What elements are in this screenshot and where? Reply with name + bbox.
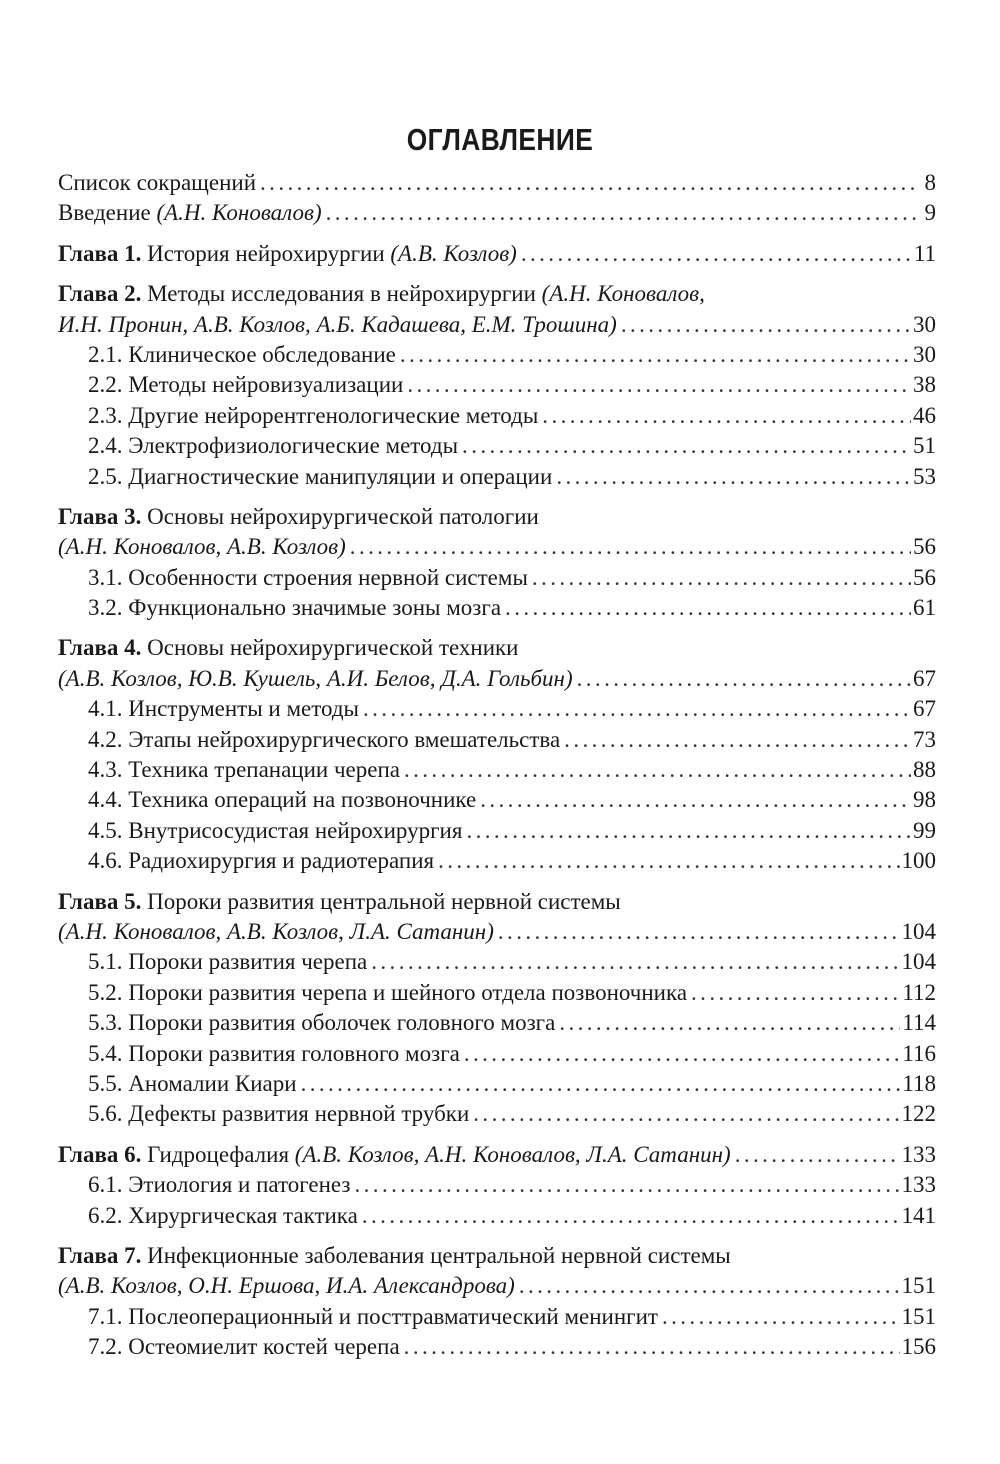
dot-leader (532, 563, 911, 593)
dot-leader (350, 532, 911, 562)
toc-section[interactable] (58, 370, 936, 400)
page-number: 30 (913, 311, 936, 337)
toc-section[interactable] (58, 785, 936, 815)
entry-text: 5.4. Пороки развития головного мозга (88, 1040, 460, 1066)
page-number: 104 (901, 918, 936, 944)
page-number: 11 (913, 240, 936, 266)
page-number: 151 (901, 1273, 936, 1299)
toc-chapter[interactable] (58, 887, 936, 917)
toc-section[interactable] (58, 816, 936, 846)
entry-text: 3.1. Особенности строения нервной системы (88, 564, 528, 590)
page-number: 151 (901, 1303, 936, 1329)
toc-chapter[interactable] (58, 633, 936, 663)
toc-section[interactable] (58, 846, 936, 876)
toc-section[interactable] (58, 401, 936, 431)
chapter-label: Глава 1. (58, 240, 142, 266)
dot-leader (404, 755, 911, 785)
page-number: 104 (901, 949, 936, 975)
entry-text: 5.5. Аномалии Киари (88, 1070, 297, 1096)
toc-chapter-continued[interactable] (58, 917, 936, 947)
entry-text: 4.2. Этапы нейрохирургического вмешательства (88, 726, 561, 752)
dot-leader (404, 1332, 900, 1362)
dot-leader (260, 168, 916, 198)
table-of-contents (58, 168, 936, 1362)
toc-section[interactable] (58, 340, 936, 370)
page-number: 156 (901, 1334, 936, 1360)
page-number: 99 (913, 817, 936, 843)
page-number: 133 (901, 1172, 936, 1198)
entry-text: Основы нейрохирургической патологии (147, 503, 539, 529)
page-number: 56 (913, 534, 936, 560)
toc-section[interactable] (58, 947, 936, 977)
toc-chapter-continued[interactable] (58, 1271, 936, 1301)
page-number: 38 (913, 372, 936, 398)
page-number: 30 (913, 341, 936, 367)
toc-section[interactable] (58, 725, 936, 755)
page-number: 46 (913, 402, 936, 428)
dot-leader (542, 401, 911, 431)
toc-chapter-continued[interactable] (58, 532, 936, 562)
entry-text: 2.2. Методы нейровизуализации (88, 372, 404, 398)
dot-leader (438, 846, 899, 876)
toc-section[interactable] (58, 978, 936, 1008)
entry-text: 6.2. Хирургическая тактика (88, 1202, 358, 1228)
entry-text: Методы исследования в нейрохирургии (147, 281, 536, 307)
dot-leader (355, 1170, 900, 1200)
dot-leader (521, 239, 912, 269)
page-number: 133 (901, 1141, 936, 1167)
dot-leader (480, 785, 911, 815)
dot-leader (498, 917, 900, 947)
page-number: 67 (913, 696, 936, 722)
toc-chapter[interactable] (58, 1140, 936, 1170)
dot-leader (519, 1271, 900, 1301)
entry-text: Пороки развития центральной нервной системы (147, 888, 621, 914)
dot-leader (621, 310, 911, 340)
dot-leader (301, 1069, 901, 1099)
chapter-label: Глава 7. (58, 1242, 142, 1268)
toc-section[interactable] (58, 593, 936, 623)
toc-entry[interactable] (58, 168, 936, 198)
entry-text: 4.6. Радиохирургия и радиотерапия (88, 848, 435, 874)
entry-text: Введение (58, 200, 151, 226)
entry-text: 5.1. Пороки развития черепа (88, 949, 368, 975)
dot-leader (363, 694, 911, 724)
toc-section[interactable] (58, 462, 936, 492)
page-number: 100 (901, 848, 936, 874)
toc-section[interactable] (58, 563, 936, 593)
page-number: 122 (901, 1101, 936, 1127)
entry-authors: (А.В. Козлов, А.Н. Коновалов, Л.А. Сатанин) (294, 1141, 731, 1167)
chapter-label: Глава 3. (58, 503, 142, 529)
page-title: ОГЛАВЛЕНИЕ (406, 122, 594, 157)
entry-text: 4.4. Техника операций на позвоночнике (88, 787, 477, 813)
page-number: 118 (902, 1070, 936, 1096)
dot-leader (556, 462, 911, 492)
dot-leader (505, 593, 911, 623)
toc-chapter[interactable] (58, 239, 936, 269)
page-number: 53 (913, 463, 936, 489)
dot-leader (407, 370, 911, 400)
entry-text: 3.2. Функционально значимые зоны мозга (88, 595, 502, 621)
page-number: 56 (913, 564, 936, 590)
entry-authors: (А.В. Козлов, Ю.В. Кушель, А.И. Белов, Д.А. Гольбин) (58, 665, 573, 691)
chapter-label: Глава 2. (58, 281, 142, 307)
toc-section[interactable] (58, 694, 936, 724)
dot-leader (362, 1201, 900, 1231)
dot-leader (564, 725, 911, 755)
toc-chapter[interactable] (58, 502, 936, 532)
entry-text: 5.3. Пороки развития оболочек головного мозга (88, 1010, 556, 1036)
page-number: 67 (913, 665, 936, 691)
page-number: 114 (902, 1010, 936, 1036)
dot-leader (559, 1008, 900, 1038)
toc-chapter-continued[interactable] (58, 664, 936, 694)
entry-text: 2.1. Клиническое обследование (88, 341, 396, 367)
entry-text: 4.5. Внутрисосудистая нейрохирургия (88, 817, 463, 843)
toc-chapter-continued[interactable] (58, 310, 936, 340)
entry-text: 7.1. Послеоперационный и посттравматический менингит (88, 1303, 658, 1329)
dot-leader (466, 816, 911, 846)
entry-text: 4.3. Техника трепанации черепа (88, 757, 400, 783)
toc-section[interactable] (58, 431, 936, 461)
toc-chapter[interactable] (58, 1241, 936, 1271)
entry-text: Инфекционные заболевания центральной нервной системы (147, 1242, 731, 1268)
dot-leader (473, 1099, 899, 1129)
entry-text: 2.5. Диагностические манипуляции и операции (88, 463, 553, 489)
entry-authors: (А.В. Козлов) (390, 240, 517, 266)
entry-text: Список сокращений (58, 170, 257, 195)
chapter-label: Глава 5. (58, 888, 142, 914)
entry-text: 7.2. Остеомиелит костей черепа (88, 1334, 400, 1360)
toc-section[interactable] (58, 1332, 936, 1362)
entry-text: Гидроцефалия (147, 1141, 290, 1167)
entry-authors: (А.Н. Коновалов, А.В. Козлов, Л.А. Сатанин) (58, 918, 494, 944)
toc-section[interactable] (58, 1008, 936, 1038)
chapter-label: Глава 4. (58, 635, 142, 661)
page-number: 116 (902, 1040, 936, 1066)
toc-entry[interactable] (58, 198, 936, 228)
entry-text: 6.1. Этиология и патогенез (88, 1172, 351, 1198)
toc-section[interactable] (58, 1302, 936, 1332)
page-number: 51 (913, 433, 936, 459)
dot-leader (662, 1302, 900, 1332)
dot-leader (400, 340, 911, 370)
page-number: 88 (913, 757, 936, 783)
dot-leader (464, 1039, 901, 1069)
entry-authors: (А.Н. Коновалов, (541, 281, 705, 307)
chapter-label: Глава 6. (58, 1141, 142, 1167)
toc-section[interactable] (58, 1039, 936, 1069)
toc-chapter[interactable] (58, 279, 936, 309)
dot-leader (735, 1140, 900, 1170)
entry-text: 5.6. Дефекты развития нервной трубки (88, 1101, 470, 1127)
entry-authors: И.Н. Пронин, А.В. Козлов, А.Б. Кадашева, Е.М. Трошина) (58, 311, 617, 337)
entry-text: История нейрохирургии (147, 240, 385, 266)
page-number: 73 (913, 726, 936, 752)
entry-text: 4.1. Инструменты и методы (88, 696, 359, 722)
page-number: 112 (902, 979, 936, 1005)
page-number: 98 (913, 787, 936, 813)
toc-section[interactable] (58, 755, 936, 785)
entry-text: Основы нейрохирургической техники (147, 635, 519, 661)
page-number: 9 (924, 200, 936, 226)
toc-section[interactable] (58, 1201, 936, 1231)
entry-authors: (А.Н. Коновалов, А.В. Козлов) (58, 534, 346, 560)
page-number: 141 (901, 1202, 936, 1228)
entry-authors: (А.Н. Коновалов) (156, 200, 322, 226)
entry-authors: (А.В. Козлов, О.Н. Ершова, И.А. Александрова) (58, 1273, 515, 1299)
entry-text: 2.3. Другие нейрорентгенологические методы (88, 402, 539, 428)
dot-leader (371, 947, 899, 977)
dot-leader (326, 198, 916, 228)
entry-text: 5.2. Пороки развития черепа и шейного отдела позвоночника (88, 979, 688, 1005)
page-number: 8 (924, 170, 936, 195)
page-number: 61 (913, 595, 936, 621)
dot-leader (577, 664, 911, 694)
toc-section[interactable] (58, 1170, 936, 1200)
toc-section[interactable] (58, 1069, 936, 1099)
entry-text: 2.4. Электрофизиологические методы (88, 433, 459, 459)
dot-leader (462, 431, 911, 461)
dot-leader (691, 978, 900, 1008)
toc-section[interactable] (58, 1099, 936, 1129)
